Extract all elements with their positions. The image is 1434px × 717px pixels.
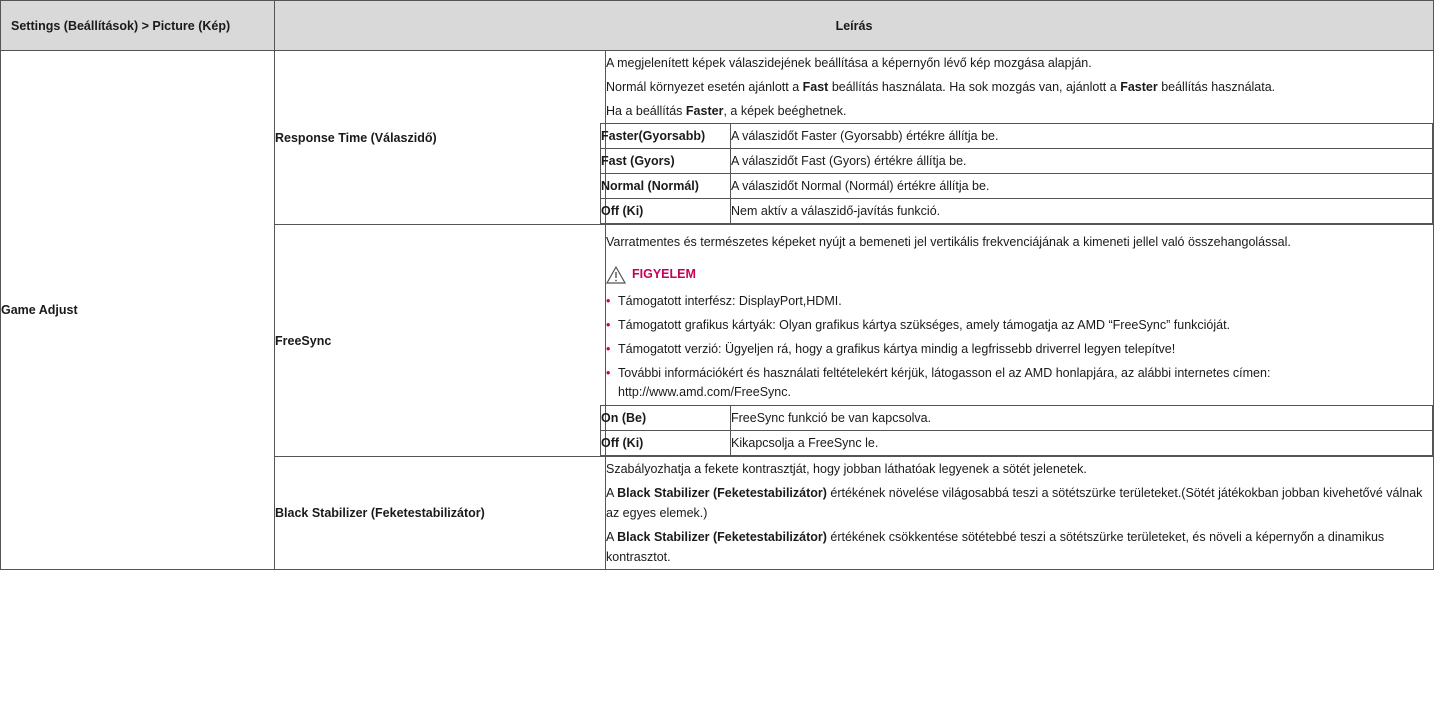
option-row	[601, 149, 1433, 174]
list-item-text: Támogatott verzió: Ügyeljen rá, hogy a grafikus kártya mindig a legfrissebb driverrel legyen telepítve!	[618, 342, 1176, 356]
option-key: Faster(Gyorsabb)	[601, 124, 731, 149]
description-line: Szabályozhatja a fekete kontrasztját, hogy jobban láthatóak legyenek a sötét jelenetek.	[606, 462, 1087, 476]
description-line	[606, 481, 1433, 525]
text-run: értékének növelése világosabbá teszi a sötétszürke területeket.(Sötét játékokban jobban kivehetővé válnak az egyes elemek.)	[606, 486, 1423, 520]
freesync-description	[601, 225, 1434, 457]
option-row	[601, 124, 1433, 149]
option-value: A válaszidőt Faster (Gyorsabb) értékre állítja be.	[731, 124, 1433, 149]
option-key: Off (Ki)	[601, 431, 731, 456]
black-stabilizer-description	[606, 457, 1434, 570]
bullet-icon: •	[606, 294, 611, 308]
option-key: Off (Ki)	[601, 199, 731, 224]
setting-black-stabilizer: Black Stabilizer (Feketestabilizátor)	[275, 457, 606, 570]
list-item-text: További információkért és használati feltételekért kérjük, látogasson el az AMD honlapjára, az alábbi internetes címen: http://www.amd.com/FreeSync.	[618, 366, 1271, 399]
option-key: Normal (Normál)	[601, 174, 731, 199]
option-row	[601, 431, 1433, 456]
warning-triangle-icon	[606, 265, 626, 283]
bold-text-run: Black Stabilizer (Feketestabilizátor)	[617, 486, 827, 500]
bold-text-run: Fast	[802, 80, 829, 94]
option-key: Fast (Gyors)	[601, 149, 731, 174]
text-run: beállítás használata.	[1157, 80, 1276, 94]
text-run: A	[606, 530, 618, 544]
table-row-response-time	[1, 51, 1434, 225]
setting-freesync: FreeSync	[275, 225, 606, 457]
response-time-options-table	[600, 123, 1433, 224]
option-value: Kikapcsolja a FreeSync le.	[731, 431, 1433, 456]
option-value: FreeSync funkció be van kapcsolva.	[731, 406, 1433, 431]
bold-text-run: Faster	[685, 104, 724, 118]
option-row	[601, 199, 1433, 224]
description-line	[606, 99, 1433, 123]
option-value: Nem aktív a válaszidő-javítás funkció.	[731, 199, 1433, 224]
warning-heading	[606, 259, 1433, 289]
category-game-adjust: Game Adjust	[1, 51, 275, 570]
option-row	[601, 406, 1433, 431]
text-run: értékének csökkentése sötétebbé teszi a sötétszürke területeket, és növeli a képernyőn a dinamikus kontrasztot.	[606, 530, 1385, 564]
description-line	[606, 75, 1433, 99]
bullet-icon: •	[606, 342, 611, 356]
table-header-row	[1, 1, 1434, 51]
option-key: On (Be)	[601, 406, 731, 431]
text-run: beállítás használata. Ha sok mozgás van, ajánlott a	[828, 80, 1121, 94]
list-item	[606, 313, 1433, 337]
freesync-options-table	[600, 405, 1433, 456]
description-line: A megjelenített képek válaszidejének beállítása a képernyőn lévő kép mozgása alapján.	[606, 56, 1092, 70]
option-row	[601, 174, 1433, 199]
list-item	[606, 337, 1433, 361]
list-item-text: Támogatott grafikus kártyák: Olyan grafikus kártya szükséges, amely támogatja az AMD “FreeSync” funkcióját.	[618, 318, 1231, 332]
list-item	[606, 361, 1433, 405]
description-line	[606, 525, 1433, 569]
text-run: , a képek beéghetnek.	[723, 104, 847, 118]
bullet-icon: •	[606, 318, 611, 332]
response-time-description	[601, 51, 1434, 225]
description-line: Varratmentes és természetes képeket nyújt a bemeneti jel vertikális frekvenciájának a kimeneti jellel való összehangolással.	[606, 235, 1291, 249]
list-item	[606, 289, 1433, 313]
bold-text-run: Faster	[1120, 80, 1158, 94]
option-value: A válaszidőt Fast (Gyors) értékre állítja be.	[731, 149, 1433, 174]
setting-response-time: Response Time (Válaszidő)	[275, 51, 606, 225]
option-value: A válaszidőt Normal (Normál) értékre állítja be.	[731, 174, 1433, 199]
bullet-icon: •	[606, 366, 611, 380]
list-item-text: Támogatott interfész: DisplayPort,HDMI.	[618, 294, 842, 308]
warning-title: FIGYELEM	[632, 267, 696, 281]
bold-text-run: Black Stabilizer (Feketestabilizátor)	[617, 530, 827, 544]
header-description: Leírás	[275, 1, 1434, 51]
text-run: A	[606, 486, 618, 500]
text-run: Ha a beállítás	[606, 104, 686, 118]
text-run: Normál környezet esetén ajánlott a	[606, 80, 803, 94]
header-settings-path: Settings (Beállítások) > Picture (Kép)	[1, 1, 275, 51]
